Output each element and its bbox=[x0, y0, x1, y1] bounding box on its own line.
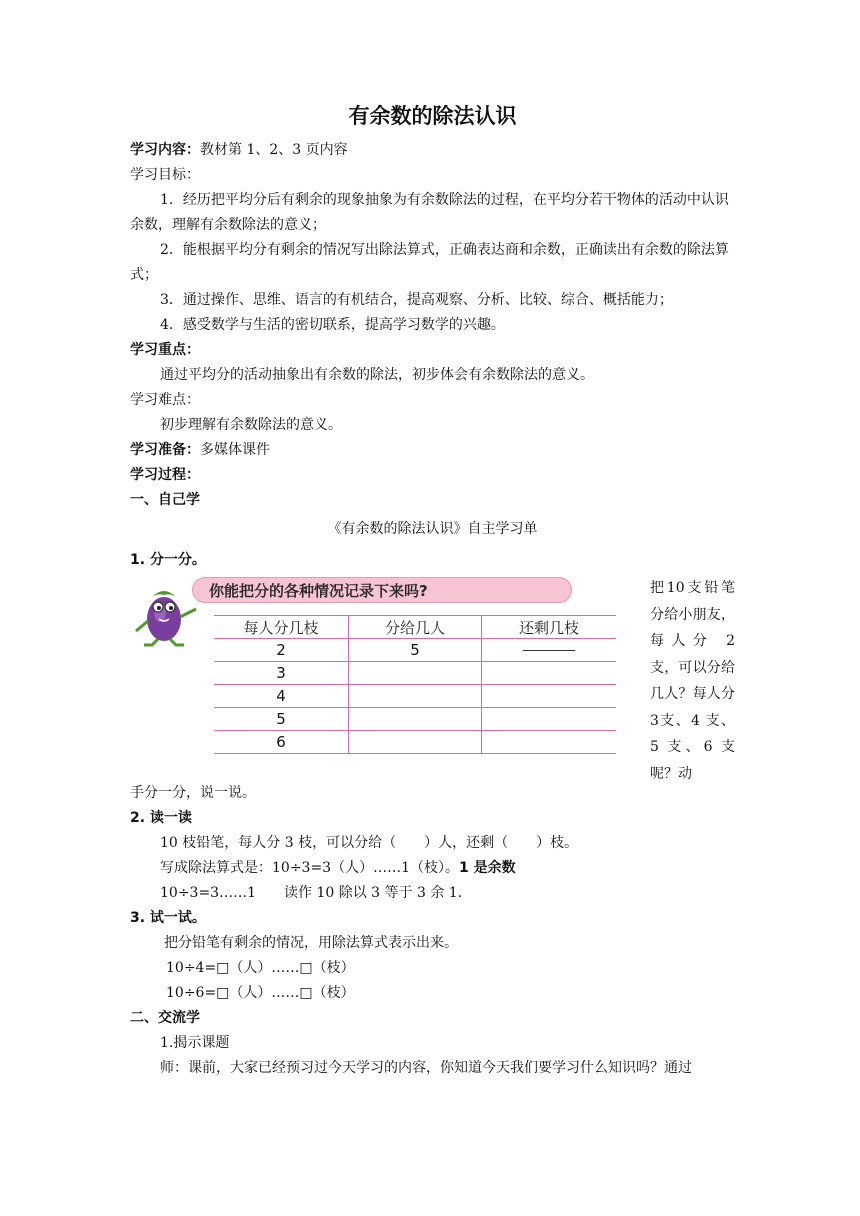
table-row bbox=[214, 685, 616, 708]
process-label: 学习过程： bbox=[130, 467, 200, 483]
table-row bbox=[214, 639, 616, 662]
activity-figure bbox=[130, 575, 620, 765]
content-line bbox=[130, 138, 735, 163]
table-cell bbox=[482, 731, 617, 754]
teacher-line: 师：课前，大家已经预习过今天学习的内容，你知道今天我们要学习什么知识吗？通过 bbox=[160, 1060, 692, 1076]
table-cell bbox=[349, 708, 482, 731]
table-cell bbox=[349, 685, 482, 708]
worksheet-title: 《有余数的除法认识》自主学习单 bbox=[327, 521, 538, 537]
goals-label: 学习目标： bbox=[130, 167, 200, 183]
prep-value: 多媒体课件 bbox=[200, 442, 270, 458]
table-cell bbox=[349, 731, 482, 754]
section1-heading: 一、自己学 bbox=[130, 492, 200, 508]
part3-heading: 3. 试一试。 bbox=[130, 910, 206, 926]
table-cell bbox=[482, 639, 617, 662]
key-point-label: 学习重点： bbox=[130, 342, 200, 358]
table-cell bbox=[482, 685, 617, 708]
table-cell: 4 bbox=[214, 685, 349, 708]
question-banner: 你能把分的各种情况记录下来吗? bbox=[192, 577, 572, 603]
prep-line bbox=[130, 438, 735, 463]
table-cell: 5 bbox=[214, 708, 349, 731]
part2-heading: 2. 读一读 bbox=[130, 810, 192, 826]
goal-item-2: 2．能根据平均分有剩余的情况写出除法算式，正确表达商和余数，正确读出有余数的除法算式； bbox=[130, 242, 729, 283]
section2-item1: 1.揭示课题 bbox=[160, 1035, 230, 1051]
part2-line1: 10 枝铅笔，每人分 3 枝，可以分给（ ）人，还剩（ ）枝。 bbox=[160, 835, 579, 851]
content-label: 学习内容： bbox=[130, 142, 200, 158]
equation-text: 写成除法算式是：10÷3=3（人）……1（枝）。 bbox=[160, 860, 459, 876]
table-header-row bbox=[214, 616, 616, 639]
difficulty-text: 初步理解有余数除法的意义。 bbox=[160, 417, 342, 433]
remainder-note: 1 是余数 bbox=[459, 860, 516, 876]
page-title: 有余数的除法认识 bbox=[348, 104, 517, 128]
table-cell: 6 bbox=[214, 731, 349, 754]
table-cell bbox=[482, 708, 617, 731]
table-row bbox=[214, 662, 616, 685]
dash-mark bbox=[523, 650, 575, 651]
part2-line3: 10÷3=3……1 读作 10 除以 3 等于 3 余 1. bbox=[160, 885, 463, 901]
goal-item-4: 4．感受数学与生活的密切联系，提高学习数学的兴趣。 bbox=[160, 317, 505, 333]
table-header: 还剩几枝 bbox=[482, 616, 617, 639]
table-header: 每人分几枝 bbox=[214, 616, 349, 639]
table-header: 分给几人 bbox=[349, 616, 482, 639]
part3-equation-2: 10÷6=□（人）……□（枝） bbox=[166, 985, 355, 1001]
key-point-text: 通过平均分的活动抽象出有余数的除法，初步体会有余数除法的意义。 bbox=[160, 367, 594, 383]
division-activity bbox=[130, 575, 735, 787]
record-table bbox=[214, 615, 616, 754]
content-value: 教材第 1、2、3 页内容 bbox=[200, 142, 348, 158]
table-cell bbox=[349, 662, 482, 685]
table-row bbox=[214, 731, 616, 754]
part1-heading: 1. 分一分。 bbox=[130, 552, 206, 568]
table-cell: 3 bbox=[214, 662, 349, 685]
part3-equation-1: 10÷4=□（人）……□（枝） bbox=[166, 960, 355, 976]
table-cell: 5 bbox=[349, 639, 482, 662]
activity-continuation: 手分一分，说一说。 bbox=[130, 785, 256, 801]
goal-item-1: 1．经历把平均分后有剩余的现象抽象为有余数除法的过程，在平均分若干物体的活动中认识余数，理解有余数除法的意义； bbox=[130, 192, 729, 233]
part2-line2 bbox=[130, 856, 735, 881]
part3-intro: 把分铅笔有剩余的情况，用除法算式表示出来。 bbox=[164, 935, 458, 951]
goal-item-3: 3．通过操作、思维、语言的有机结合，提高观察、分析、比较、综合、概括能力； bbox=[160, 292, 673, 308]
difficulty-label: 学习难点： bbox=[130, 392, 200, 408]
table-cell bbox=[482, 662, 617, 685]
activity-instructions: 把10支铅笔分给小朋友，每人分 2 支，可以分给几人？每人分3支、4 支、5 支、6 支呢？动 bbox=[650, 580, 735, 782]
section2-heading: 二、交流学 bbox=[130, 1010, 200, 1026]
table-cell: 2 bbox=[214, 639, 349, 662]
prep-label: 学习准备： bbox=[130, 442, 200, 458]
document-page bbox=[130, 100, 735, 1081]
table-row bbox=[214, 708, 616, 731]
